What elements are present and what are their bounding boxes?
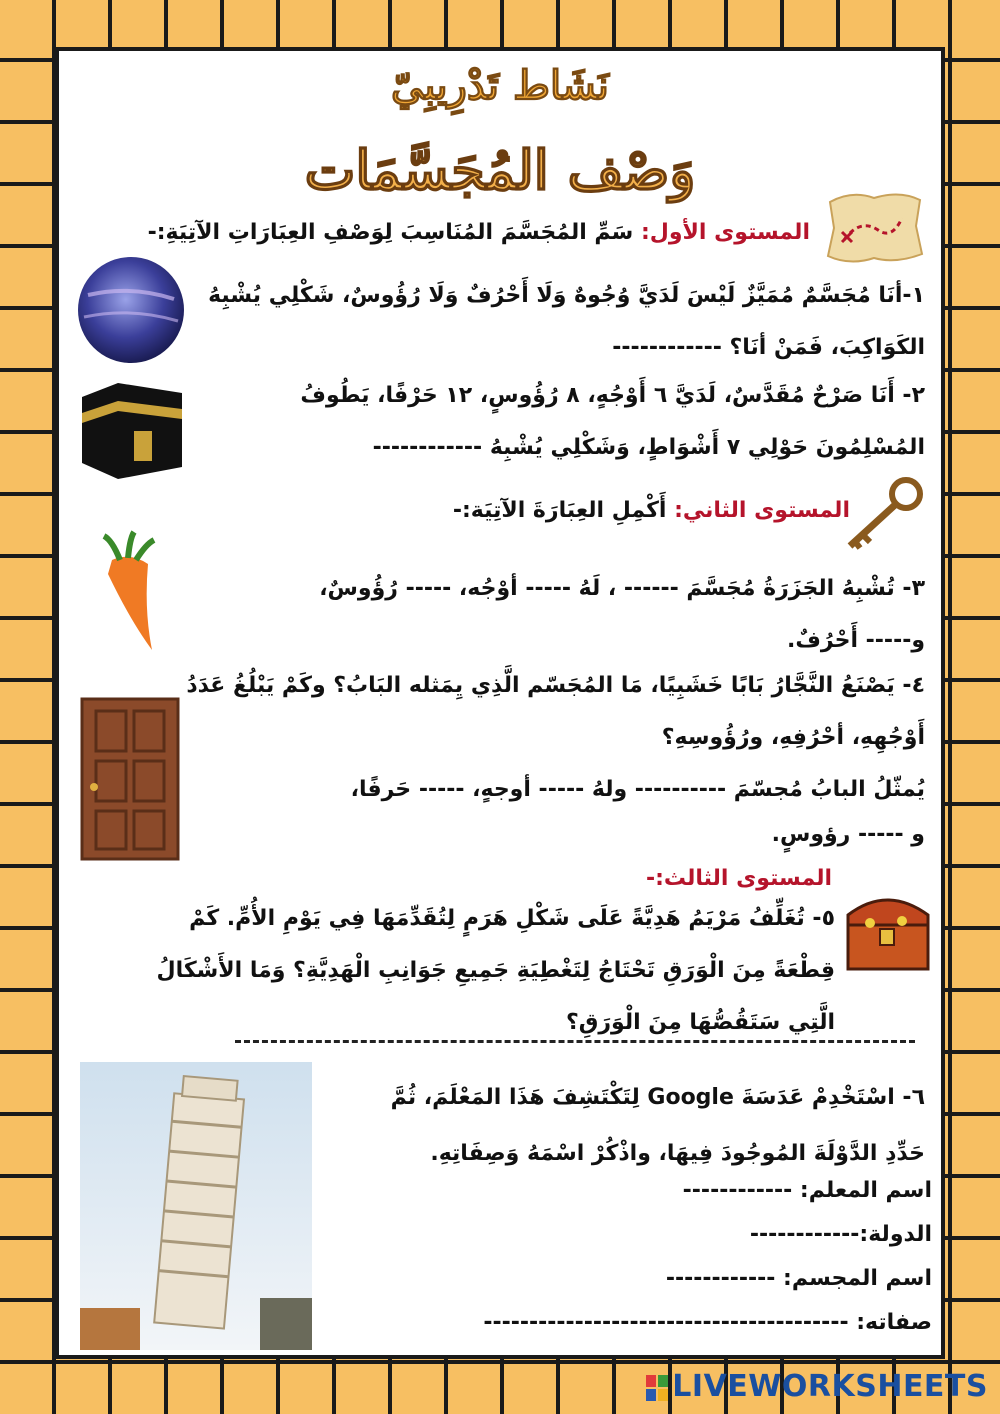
question-1-line1: ١-أنَا مُجَسَّمٌ مُمَيَّزٌ لَيْسَ لَدَيَّ وُجُوهٌ وَلَا أَحْرُفٌ وَلَا رُؤُوسٌ، شَكْلِي يُشْبِهُ [208, 283, 925, 308]
question-2-line1: ٢- أَنَا صَرْحٌ مُقَدَّسٌ، لَدَيَّ ٦ أَوْجُهٍ، ٨ رُؤُوسٍ، ١٢ حَرْفًا، يَطُوفُ [300, 383, 925, 408]
level3-label: المستوى الثالث:- [645, 866, 832, 891]
question-4-answer-line1[interactable]: يُمثّلُ البابُ مُجسّمَ ---------- ولهُ ----- أوجهٍ، ----- حَرفًا، [350, 777, 925, 802]
question-3-line1: ٣- تُشْبِهُ الجَزَرَةُ مُجَسَّمَ ------ ، لَهُ ----- أوْجُه، ----- رُؤُوسٌ، [319, 576, 925, 601]
question-3 [205, 563, 925, 667]
question-6-line2: حَدِّدِ الدَّوْلَةَ المُوجُودَ فِيهَا، واذْكُرْ اسْمَهُ وَصِفَاتِهِ. [430, 1141, 925, 1166]
question-3-line2: و----- أَحْرُفٌ. [787, 628, 925, 653]
leaning-tower-image [80, 1062, 312, 1350]
question-6-line1: ٦- اسْتَخْدِمْ عَدَسَةَ Google لِتَكْتَشِفَ هَذَا المَعْلَمَ، ثُمَّ [390, 1085, 925, 1110]
carrot-image [90, 530, 170, 655]
landmark-name-field[interactable]: اسم المعلم: ------------ [682, 1178, 932, 1203]
question-5-answer-line[interactable] [235, 1040, 915, 1043]
country-field[interactable]: الدولة:------------ [749, 1222, 932, 1247]
question-6 [325, 1070, 925, 1182]
liveworksheets-icon [646, 1375, 668, 1401]
shape-name-field[interactable]: اسم المجسم: ------------ [665, 1266, 932, 1291]
liveworksheets-logo [646, 1369, 988, 1404]
question-2-line2: المُسْلِمُونَ حَوْلِي ٧ أَشْوَاطٍ، وَشَكْلِي يُشْبِهُ ------------ [372, 435, 925, 460]
question-4 [185, 660, 925, 764]
question-5-line3: الَّتِي سَتَقُصُّهَا مِنَ الْوَرَقِ؟ [565, 1010, 835, 1035]
level3-heading [432, 866, 832, 891]
level1-heading [90, 220, 810, 245]
question-1-line2: الكَوَاكِبَ، فَمَنْ أنَا؟ ------------ [612, 335, 925, 360]
level2-instruction: أَكْمِلِ العِبَارَةَ الآتِيَة:- [452, 498, 667, 523]
question-4-line2: أَوْجُهِهِ، أحْرُفِهِ، ورُؤُوسِهِ؟ [661, 725, 925, 750]
key-icon [838, 474, 928, 554]
question-5-line1: ٥- تُغَلِّفُ مَرْيَمُ هَدِيَّةً عَلَى شَكْلِ هَرَمٍ لِتُقَدِّمَهَا فِي يَوْمِ الأُمِّ. كَمْ [189, 906, 835, 931]
liveworksheets-text: LIVEWORKSHEETS [672, 1369, 988, 1404]
planet-image [76, 255, 186, 365]
level1-label: المستوى الأول: [640, 220, 810, 245]
question-2 [190, 370, 925, 474]
level2-label: المستوى الثاني: [674, 498, 850, 523]
treasure-map-icon [822, 188, 927, 268]
level2-heading [250, 498, 850, 523]
question-4-line1: ٤- يَصْنَعُ النَّجَّارُ بَابًا خَشَبِيًا، مَا المُجَسّم الَّذِي يِمَثله البَابُ؟ وكَمْ يَبْلُغُ عَدَدُ [186, 673, 925, 698]
question-5-line2: قِطْعَةً مِنَ الْوَرَقِ تَحْتَاجُ لِتَغْطِيَةِ جَمِيعِ جَوَانِبِ الْهَدِيَّةِ؟ وَمَا الأَشْكَالُ [156, 958, 835, 983]
question-4-answer-line2[interactable]: و ----- رؤوسٍ. [771, 822, 925, 847]
level1-instruction: سَمِّ المُجَسَّمَ المُنَاسِبَ لِوَصْفِ العِبَارَاتِ الآتِيَةِ:- [147, 220, 634, 245]
worksheet-subtitle: وَصْف المُجَسَّمَات [304, 138, 696, 202]
properties-field[interactable]: صفاته: ---------------------------------------- [483, 1310, 932, 1335]
door-image [80, 697, 180, 861]
question-1 [190, 270, 925, 374]
kaaba-image [78, 375, 186, 485]
question-5 [90, 893, 835, 1049]
treasure-chest-icon [840, 885, 935, 975]
worksheet-title: نَشَاط تَدْرِيبِيّ [391, 62, 609, 109]
